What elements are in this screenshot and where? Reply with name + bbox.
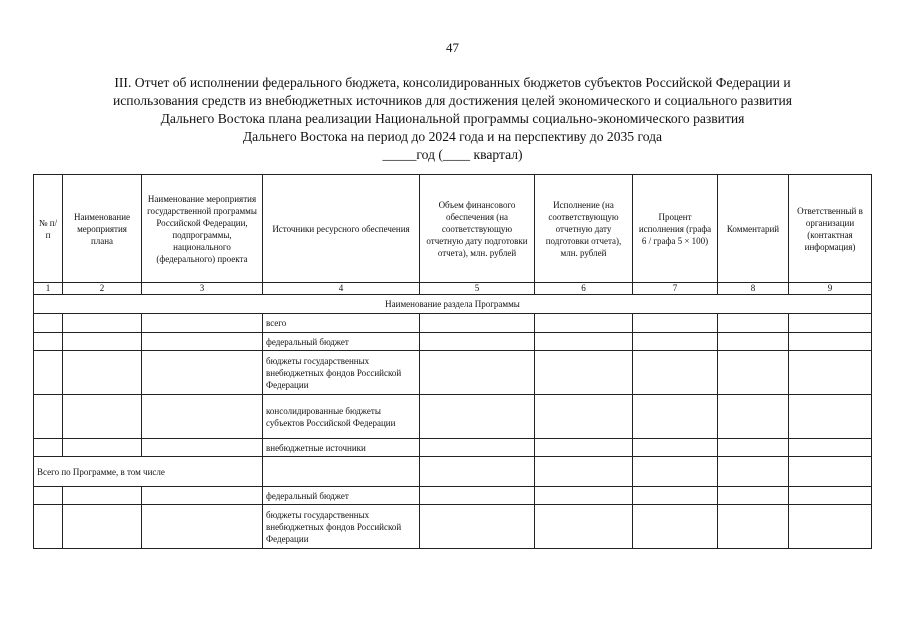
header-cell: № п/п [34,175,63,283]
table-row [34,314,872,333]
table-cell [142,333,263,351]
source-cell: внебюджетные источники [263,439,420,457]
table-cell [420,457,535,487]
source-cell: федеральный бюджет [263,333,420,351]
table-cell [718,487,789,505]
header-cell: Объем финансового обеспечения (на соответствующую отчетную дату подготовки отчета), млн. рублей [420,175,535,283]
table-row [34,505,872,549]
table-cell [633,439,718,457]
header-cell: Ответственный в организации (контактная информация) [789,175,872,283]
table-cell [535,314,633,333]
table-cell [63,333,142,351]
table-cell [142,487,263,505]
table-cell [633,487,718,505]
table-cell [633,505,718,549]
table-cell [63,439,142,457]
column-number-row [34,283,872,295]
total-row [34,457,872,487]
table-cell [633,351,718,395]
table-cell [420,395,535,439]
table-cell [789,314,872,333]
table-cell [34,395,63,439]
table-cell [263,457,420,487]
table-cell [633,333,718,351]
table-cell [789,333,872,351]
table-cell [789,439,872,457]
table-row [34,395,872,439]
table-cell [789,457,872,487]
table-cell [420,505,535,549]
column-number: 3 [142,283,263,295]
table-cell [420,333,535,351]
source-cell: всего [263,314,420,333]
table-cell [633,457,718,487]
table-cell [34,351,63,395]
source-cell: бюджеты государственных внебюджетных фондов Российской Федерации [263,351,420,395]
table-cell [63,505,142,549]
table-cell [535,333,633,351]
table-cell [63,487,142,505]
table-row [34,333,872,351]
page-number: 47 [446,40,459,55]
table-cell [34,505,63,549]
table-cell [633,314,718,333]
table-cell [789,487,872,505]
source-cell: консолидированные бюджеты субъектов Российской Федерации [263,395,420,439]
table-cell [142,351,263,395]
title-line: использования средств из внебюджетных источников для достижения целей экономического и социального развития [113,93,792,108]
table-cell [420,351,535,395]
table-row [34,487,872,505]
source-cell: бюджеты государственных внебюджетных фондов Российской Федерации [263,505,420,549]
table-cell [535,487,633,505]
table-cell [789,351,872,395]
header-cell: Источники ресурсного обеспечения [263,175,420,283]
table-cell [633,395,718,439]
table-cell [535,351,633,395]
header-cell: Наименование мероприятия плана [63,175,142,283]
title-line: III. Отчет об исполнении федерального бюджета, консолидированных бюджетов субъектов Российской Федерации и [114,75,791,90]
table-cell [142,395,263,439]
table-cell [718,439,789,457]
document-title [40,74,865,164]
column-number: 6 [535,283,633,295]
total-label: Всего по Программе, в том числе [34,457,263,487]
table-cell [63,351,142,395]
table-cell [34,314,63,333]
title-period-line: _____год (____ квартал) [382,147,523,162]
column-number: 4 [263,283,420,295]
table-cell [34,439,63,457]
table-cell [718,457,789,487]
table-row [34,439,872,457]
table-cell [789,505,872,549]
column-number: 9 [789,283,872,295]
table-cell [142,439,263,457]
column-number: 1 [34,283,63,295]
table-cell [718,351,789,395]
section-title-row [34,295,872,314]
header-cell: Наименование мероприятия государственной программы Российской Федерации, подпрограммы, национального (федерального) проекта [142,175,263,283]
table-cell [718,395,789,439]
table-cell [535,395,633,439]
table-cell [63,314,142,333]
header-cell: Процент исполнения (графа 6 / графа 5 × 100) [633,175,718,283]
report-table [33,174,872,549]
table-cell [420,314,535,333]
table-cell [142,505,263,549]
table-header-row [34,175,872,283]
title-line: Дальнего Востока плана реализации Национальной программы социально-экономического развития [160,111,745,126]
title-line: Дальнего Востока на период до 2024 года и на перспективу до 2035 года [242,129,663,144]
source-cell: федеральный бюджет [263,487,420,505]
table-cell [34,333,63,351]
table-cell [535,439,633,457]
table-cell [718,333,789,351]
table-cell [420,487,535,505]
header-cell: Комментарий [718,175,789,283]
column-number: 2 [63,283,142,295]
column-number: 8 [718,283,789,295]
table-cell [142,314,263,333]
section-title: Наименование раздела Программы [34,295,872,314]
table-row [34,351,872,395]
table-cell [63,395,142,439]
table-cell [718,314,789,333]
table-cell [420,439,535,457]
column-number: 5 [420,283,535,295]
column-number: 7 [633,283,718,295]
table-cell [789,395,872,439]
table-cell [535,505,633,549]
header-cell: Исполнение (на соответствующую отчетную дату подготовки отчета), млн. рублей [535,175,633,283]
table-cell [34,487,63,505]
table-cell [718,505,789,549]
table-cell [535,457,633,487]
